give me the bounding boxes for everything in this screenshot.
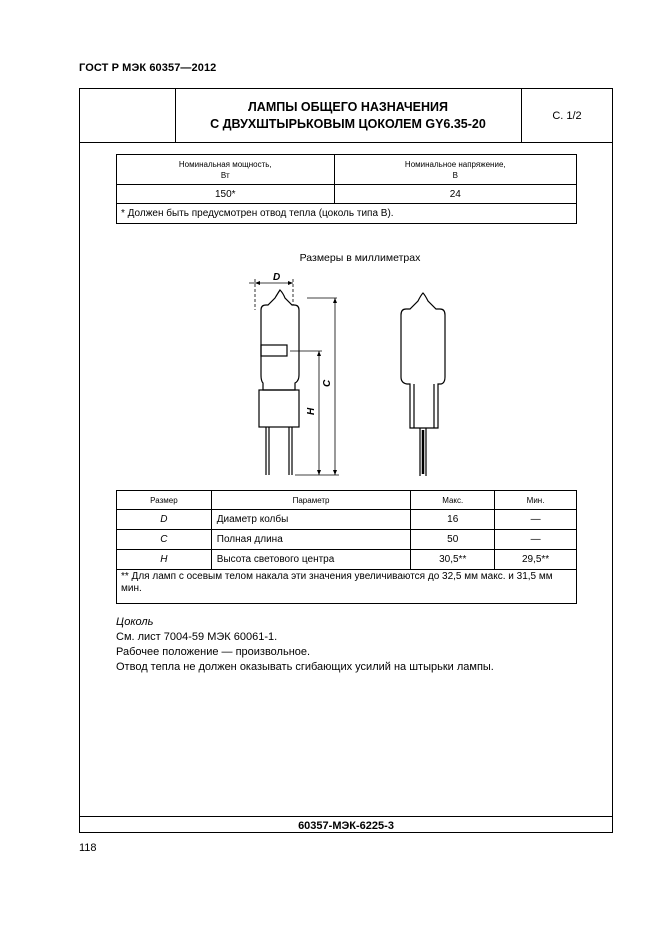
table-row bbox=[117, 530, 577, 550]
sheet-title-line-2: С ДВУХШТЫРЬКОВЫМ ЦОКОЛЕМ GY6.35-20 bbox=[210, 116, 486, 131]
dim-h-label: H bbox=[306, 407, 317, 415]
row-c-symbol: C bbox=[117, 530, 212, 550]
power-value: 150* bbox=[117, 185, 335, 204]
base-heading: Цоколь bbox=[116, 616, 154, 628]
row-d-min: — bbox=[495, 510, 577, 530]
arrow-h-bottom bbox=[317, 470, 321, 475]
lamp-base bbox=[259, 390, 299, 427]
document-header: ГОСТ Р МЭК 60357—2012 bbox=[79, 62, 217, 74]
ratings-footnote: * Должен быть предусмотрен отвод тепла (цоколь типа В). bbox=[117, 204, 577, 224]
sheet-title bbox=[175, 89, 522, 142]
ratings-value-row bbox=[117, 185, 577, 204]
base-info-line: Рабочее положение — произвольное. bbox=[116, 646, 311, 658]
header-parameter: Параметр bbox=[211, 491, 411, 510]
row-h-symbol: H bbox=[117, 550, 212, 570]
row-c-min: — bbox=[495, 530, 577, 550]
row-h-max: 30,5** bbox=[411, 550, 495, 570]
table-row bbox=[117, 510, 577, 530]
table-row bbox=[117, 550, 577, 570]
page-number: 118 bbox=[79, 842, 97, 854]
row-d-parameter: Диаметр колбы bbox=[211, 510, 411, 530]
sheet-code: 60357-МЭК-6225-3 bbox=[298, 820, 394, 832]
arrow-h-top bbox=[317, 351, 321, 356]
header-min: Мин. bbox=[495, 491, 577, 510]
arrow-d-left bbox=[255, 281, 260, 285]
title-block bbox=[80, 89, 612, 143]
sheet-title-line-1: ЛАМПЫ ОБЩЕГО НАЗНАЧЕНИЯ bbox=[248, 99, 448, 114]
title-block-left-cell bbox=[80, 89, 176, 142]
dimensions-footnote-row bbox=[117, 570, 577, 604]
ratings-table bbox=[116, 154, 577, 224]
voltage-header bbox=[334, 155, 576, 185]
row-c-parameter: Полная длина bbox=[211, 530, 411, 550]
dim-c-label: C bbox=[322, 379, 333, 387]
dimensions-footnote: ** Для ламп с осевым телом накала эти значения увеличиваются до 32,5 мм макс. и 31,5 мм мин. bbox=[117, 570, 577, 604]
voltage-header-line-2: В bbox=[452, 170, 458, 180]
drawing-caption: Размеры в миллиметрах bbox=[299, 252, 421, 264]
row-c-max: 50 bbox=[411, 530, 495, 550]
header-max: Макс. bbox=[411, 491, 495, 510]
ratings-header-row bbox=[117, 155, 577, 185]
lamp-drawing bbox=[235, 265, 465, 485]
footer-divider bbox=[80, 816, 612, 817]
dimensions-table bbox=[116, 490, 577, 604]
side-bulb-outline bbox=[401, 293, 445, 428]
row-d-max: 16 bbox=[411, 510, 495, 530]
arrow-c-bottom bbox=[333, 470, 337, 475]
row-h-min: 29,5** bbox=[495, 550, 577, 570]
dim-d-label: D bbox=[273, 272, 281, 283]
voltage-header-line-1: Номинальное напряжение, bbox=[404, 159, 506, 169]
side-base-inner bbox=[414, 384, 434, 428]
row-d-symbol: D bbox=[117, 510, 212, 530]
filament-rect bbox=[261, 345, 287, 356]
base-info bbox=[116, 615, 494, 675]
power-header bbox=[117, 155, 335, 185]
base-info-line: См. лист 7004-59 МЭК 60061-1. bbox=[116, 631, 278, 643]
sheet-number: С. 1/2 bbox=[552, 109, 582, 122]
arrow-d-right bbox=[288, 281, 293, 285]
header-size: Размер bbox=[117, 491, 212, 510]
power-header-line-1: Номинальная мощность, bbox=[178, 159, 272, 169]
row-h-parameter: Высота светового центра bbox=[211, 550, 411, 570]
ratings-footnote-row bbox=[117, 204, 577, 224]
base-info-line: Отвод тепла не должен оказывать сгибающих усилий на штырьки лампы. bbox=[116, 661, 494, 673]
arrow-c-top bbox=[333, 298, 337, 303]
dimensions-header-row bbox=[117, 491, 577, 510]
power-header-line-2: Вт bbox=[220, 170, 230, 180]
voltage-value: 24 bbox=[334, 185, 576, 204]
